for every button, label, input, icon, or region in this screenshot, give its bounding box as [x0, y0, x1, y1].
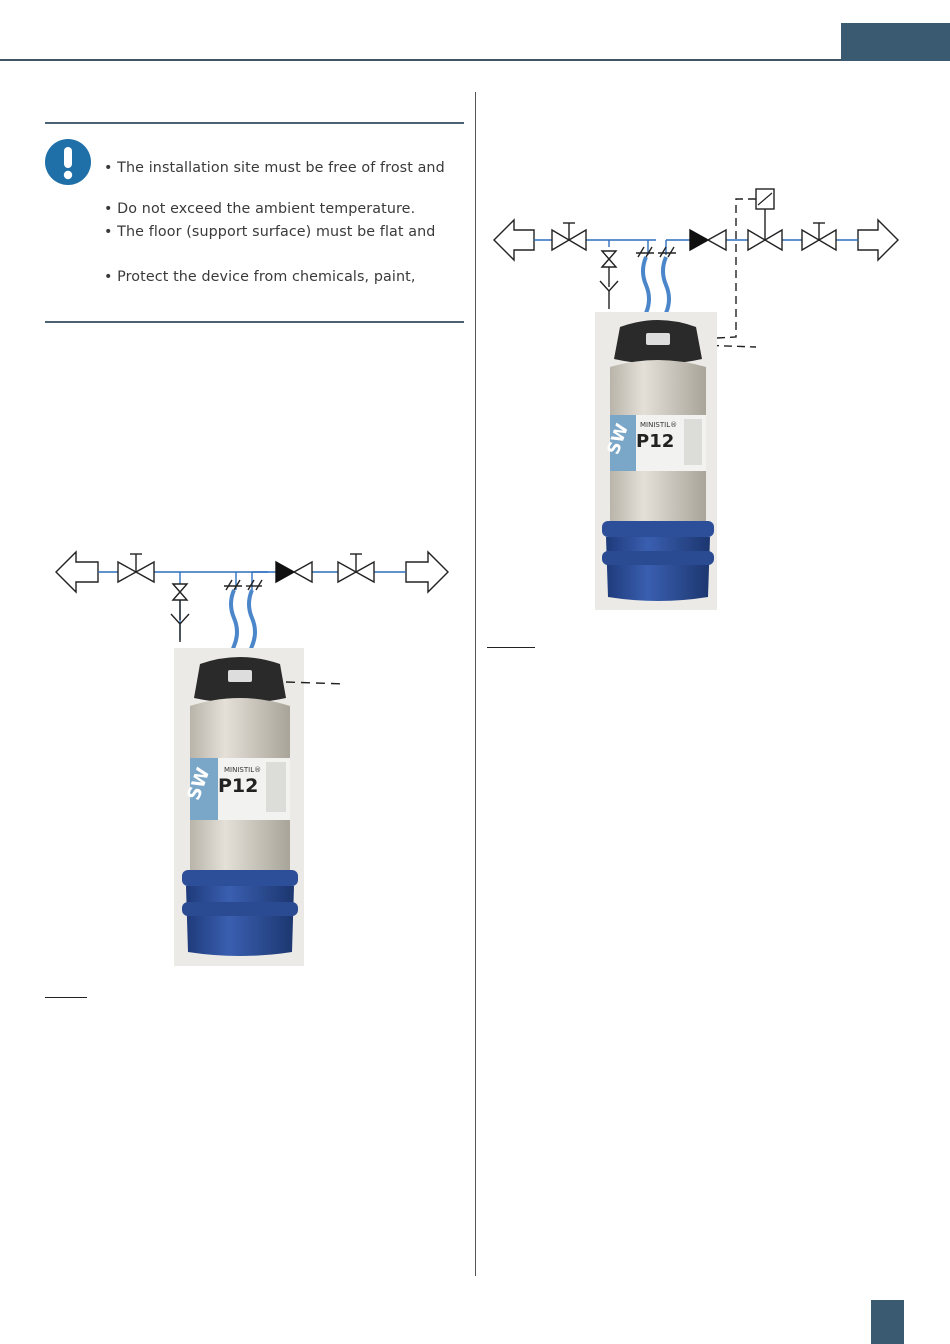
model-label: P12 — [218, 775, 259, 797]
installation-diagram-solenoid — [488, 185, 908, 615]
drain-valve-icon — [600, 251, 618, 309]
column-divider — [475, 92, 476, 1276]
figure-tag-rule — [487, 647, 535, 648]
notice-top-rule — [45, 122, 464, 124]
notice-line-frost: • The installation site must be free of frost and — [104, 160, 445, 176]
brand-label: MINISTIL® — [640, 421, 678, 429]
check-valve-icon — [690, 230, 708, 250]
shutoff-valve-icon — [552, 223, 586, 250]
shutoff-valve-icon — [338, 554, 374, 582]
installation-diagram-basic — [40, 540, 460, 980]
label-badge: SW — [183, 765, 215, 804]
notice-line-temperature: • Do not exceed the ambient temperature. — [104, 201, 416, 217]
brand-label: MINISTIL® — [224, 766, 262, 774]
hose-connector-icon — [636, 247, 676, 257]
check-valve-icon — [276, 562, 294, 582]
model-label: P12 — [636, 431, 675, 452]
solenoid-valve-icon — [748, 189, 782, 250]
device-base — [186, 886, 294, 956]
exclamation-icon — [45, 139, 91, 185]
inlet-arrow-icon — [406, 552, 448, 592]
header-tab — [841, 23, 950, 61]
notice-line-floor: • The floor (support surface) must be flat and — [104, 224, 436, 240]
hose-connector-icon — [224, 580, 262, 590]
page-number-tab — [871, 1300, 904, 1344]
header-rule — [0, 59, 950, 61]
notice-line-chemicals: • Protect the device from chemicals, paint, — [104, 269, 416, 285]
outlet-arrow-icon — [56, 552, 98, 592]
shutoff-valve-icon — [802, 223, 836, 250]
inlet-arrow-icon — [858, 220, 898, 260]
device-base — [606, 537, 710, 601]
figure-tag-rule — [45, 997, 87, 998]
drain-valve-icon — [171, 584, 189, 642]
notice-bottom-rule — [45, 321, 464, 323]
shutoff-valve-icon — [118, 554, 154, 582]
outlet-arrow-icon — [494, 220, 534, 260]
label-badge: SW — [603, 421, 633, 458]
